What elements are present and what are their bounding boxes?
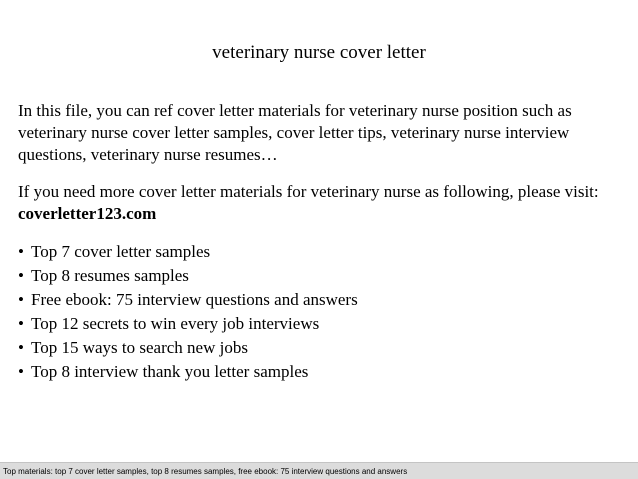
list-item — [18, 360, 626, 384]
materials-list — [18, 240, 626, 384]
list-item-text: Top 8 resumes samples — [31, 266, 189, 285]
bullet-icon: • — [18, 338, 24, 357]
bullet-icon: • — [18, 266, 24, 285]
footer-bar — [0, 462, 638, 479]
list-item — [18, 240, 626, 264]
list-item-text: Top 7 cover letter samples — [31, 242, 211, 261]
list-item — [18, 312, 626, 336]
list-item — [18, 336, 626, 360]
page-title: veterinary nurse cover letter — [212, 42, 426, 63]
footer-text: Top materials: top 7 cover letter samples, top 8 resumes samples, free ebook: 75 interview questions and answers — [3, 467, 408, 476]
list-item-text: Free ebook: 75 interview questions and answers — [31, 290, 358, 309]
list-item — [18, 264, 626, 288]
more-info-paragraph — [18, 181, 626, 225]
bullet-icon: • — [18, 242, 24, 261]
website-link[interactable]: coverletter123.com — [18, 204, 157, 223]
more-info-text: If you need more cover letter materials for veterinary nurse as following, please visit: — [18, 182, 599, 201]
bullet-icon: • — [18, 290, 24, 309]
list-item-text: Top 8 interview thank you letter samples — [31, 362, 309, 381]
list-item-text: Top 15 ways to search new jobs — [31, 338, 248, 357]
list-item — [18, 288, 626, 312]
bullet-icon: • — [18, 314, 24, 333]
bullet-icon: • — [18, 362, 24, 381]
list-item-text: Top 12 secrets to win every job interviews — [31, 314, 320, 333]
intro-paragraph: In this file, you can ref cover letter materials for veterinary nurse position such as veterinary nurse cover letter samples, cover letter tips, veterinary nurse interview questions, veterinary nurse resumes… — [18, 101, 572, 164]
